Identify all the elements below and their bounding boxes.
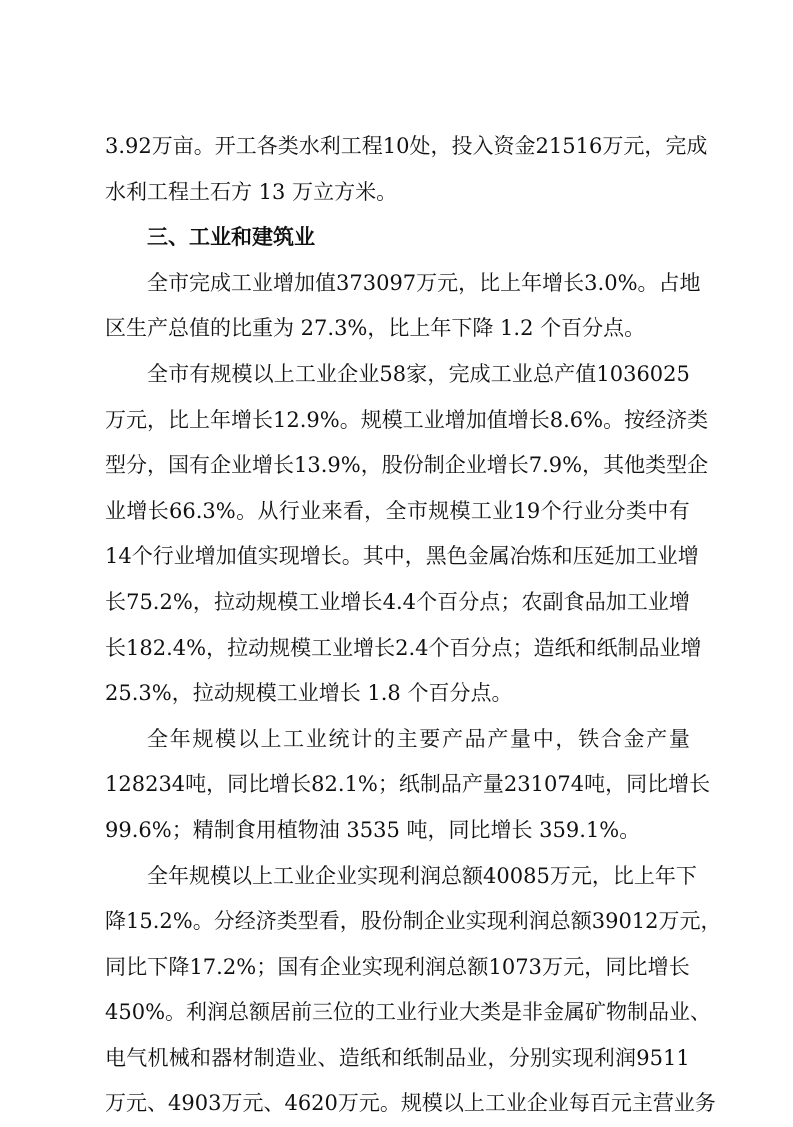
text-line: 450% 。 利 润 总 额 居 前 三 位 的 工 业 行 业 大 类 是 非 金 属 矿 物 制 品 业 、: [105, 990, 690, 1036]
text-line: 128234 吨 ， 同 比 增 长 82.1% ； 纸 制 品 产 量 231074 吨 ， 同 比 增 长: [105, 762, 690, 808]
text-line: 25.3%，拉动规模工业增长 1.8 个百分点。: [105, 671, 690, 717]
text-line: 区生产总值的比重为 27.3%，比上年下降 1.2 个百分点。: [105, 306, 690, 352]
product-output-paragraph: [105, 717, 690, 854]
text-line: 3.92 万 亩 。 开 工 各 类 水 利 工 程 10 处 ， 投 入 资 金 21516 万 元 ， 完 成: [105, 124, 690, 170]
text-line: 全 年 规 模 以 上 工 业 统 计 的 主 要 产 品 产 量 中 ， 铁 合 金 产 量: [105, 717, 690, 763]
text-line: 长 182.4% ， 拉 动 规 模 工 业 增 长 2.4 个 百 分 点 ； 造 纸 和 纸 制 品 业 增: [105, 626, 690, 672]
text-line: 型 分 ， 国 有 企 业 增 长 13.9% ， 股 份 制 企 业 增 长 7.9% ， 其 他 类 型 企: [105, 443, 690, 489]
text-line: 万 元 ， 比 上 年 增 长 12.9% 。 规 模 工 业 增 加 值 增 长 8.6% 。 按 经 济 类: [105, 398, 690, 444]
text-line: 业 增 长 66.3% 。 从 行 业 来 看 ， 全 市 规 模 工 业 19 个 行 业 分 类 中 有: [105, 489, 690, 535]
text-line: 全 年 规 模 以 上 工 业 企 业 实 现 利 润 总 额 40085 万 元 ， 比 上 年 下: [105, 854, 690, 900]
water-conservancy-paragraph: [105, 124, 690, 215]
section-heading: [105, 215, 690, 261]
text-line: 99.6%；精制食用植物油 3535 吨，同比增长 359.1%。: [105, 808, 690, 854]
text-line: 长 75.2% ， 拉 动 规 模 工 业 增 长 4.4 个 百 分 点 ； 农 副 食 品 加 工 业 增: [105, 580, 690, 626]
enterprise-paragraph: [105, 352, 690, 717]
text-line: 全 市 有 规 模 以 上 工 业 企 业 58 家 ， 完 成 工 业 总 产 值 1036025: [105, 352, 690, 398]
profit-paragraph: [105, 854, 690, 1127]
text-line: 万 元 、 4903 万 元 、 4620 万 元 。 规 模 以 上 工 业 企 业 每 百 元 主 营 业 务: [105, 1081, 690, 1127]
industry-value-paragraph: [105, 261, 690, 352]
document-page: [105, 124, 690, 1127]
text-line: 同 比 下 降 17.2% ； 国 有 企 业 实 现 利 润 总 额 1073 万 元 ， 同 比 增 长: [105, 945, 690, 991]
section-heading-text: 三、工业和建筑业: [105, 215, 690, 261]
text-line: 14 个 行 业 增 加 值 实 现 增 长 。 其 中 ， 黑 色 金 属 冶 炼 和 压 延 加 工 业 增: [105, 534, 690, 580]
text-line: 降 15.2% 。 分 经 济 类 型 看 ， 股 份 制 企 业 实 现 利 润 总 额 39012 万 元 ，: [105, 899, 690, 945]
text-line: 水利工程土石方 13 万立方米。: [105, 170, 690, 216]
text-line: 电 气 机 械 和 器 材 制 造 业 、 造 纸 和 纸 制 品 业 ， 分 别 实 现 利 润 9511: [105, 1036, 690, 1082]
text-line: 全 市 完 成 工 业 增 加 值 373097 万 元 ， 比 上 年 增 长 3.0% 。 占 地: [105, 261, 690, 307]
